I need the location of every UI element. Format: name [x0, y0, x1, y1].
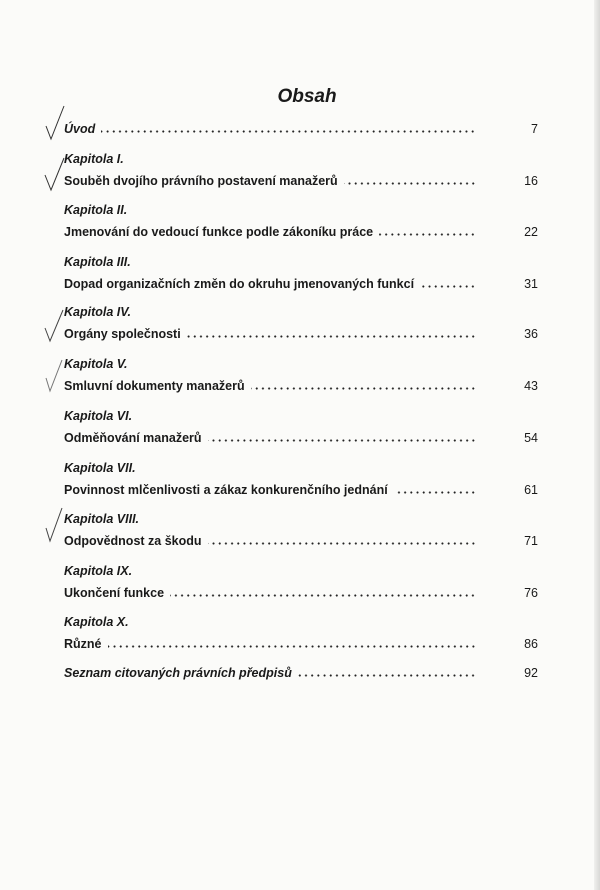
page-title: Obsah: [277, 86, 337, 107]
toc-entry-chapter: [64, 534, 538, 548]
page-number: 92: [524, 666, 538, 680]
toc-entry-chapter: [64, 174, 538, 188]
entry-title: Úvod: [64, 122, 96, 136]
dot-leader: [170, 594, 476, 597]
page-number: 36: [524, 327, 538, 341]
entry-title: Různé: [64, 637, 102, 651]
toc-entry-chapter: [64, 483, 538, 497]
toc-entry-chapter: [64, 431, 538, 445]
page-number: 86: [524, 637, 538, 651]
entry-title: Smluvní dokumenty manažerů: [64, 379, 245, 393]
page-number: 71: [524, 534, 538, 548]
page-number: 7: [531, 122, 538, 136]
dot-leader: [208, 439, 476, 442]
page-number: 31: [524, 277, 538, 291]
page-number: 43: [524, 379, 538, 393]
dot-leader: [101, 130, 476, 133]
chapter-label: Kapitola VII.: [64, 461, 136, 475]
toc-entry-chapter: [64, 225, 538, 239]
toc-entry-appendix: [64, 666, 538, 680]
page-number: 61: [524, 483, 538, 497]
handwritten-check-icon: [42, 155, 66, 193]
entry-title: Orgány společnosti: [64, 327, 181, 341]
dot-leader: [251, 387, 476, 390]
entry-title: Povinnost mlčenlivosti a zákaz konkurenčního jednání: [64, 483, 388, 497]
toc-entry-chapter: [64, 637, 538, 651]
dot-leader: [420, 285, 476, 288]
chapter-label: Kapitola I.: [64, 152, 124, 166]
chapter-label: Kapitola II.: [64, 203, 128, 217]
dot-leader: [208, 542, 476, 545]
chapter-label: Kapitola X.: [64, 615, 129, 629]
chapter-label: Kapitola VIII.: [64, 512, 140, 526]
chapter-label: Kapitola III.: [64, 255, 131, 269]
page-number: 22: [524, 225, 538, 239]
handwritten-check-icon: [44, 104, 66, 142]
page-number: 76: [524, 586, 538, 600]
toc-entry-intro: [64, 122, 538, 136]
chapter-label: Kapitola IX.: [64, 564, 133, 578]
toc-entry-chapter: [64, 327, 538, 341]
chapter-label: Kapitola VI.: [64, 409, 133, 423]
handwritten-check-icon: [44, 358, 64, 394]
chapter-label: Kapitola IV.: [64, 305, 131, 319]
entry-title: Odměňování manažerů: [64, 431, 202, 445]
entry-title: Dopad organizačních změn do okruhu jmenovaných funkcí: [64, 277, 415, 291]
dot-leader: [108, 645, 477, 648]
chapter-label: Kapitola V.: [64, 357, 128, 371]
dot-leader: [344, 182, 476, 185]
handwritten-check-icon: [44, 506, 64, 544]
dot-leader: [379, 233, 476, 236]
page-number: 54: [524, 431, 538, 445]
entry-title: Odpovědnost za škodu: [64, 534, 202, 548]
toc-entry-chapter: [64, 277, 538, 291]
entry-title: Ukončení funkce: [64, 586, 165, 600]
toc-entry-chapter: [64, 379, 538, 393]
entry-title: Souběh dvojího právního postavení manažerů: [64, 174, 338, 188]
entry-title: Seznam citovaných právních předpisů: [64, 666, 292, 680]
dot-leader: [298, 674, 476, 677]
page-number: 16: [524, 174, 538, 188]
handwritten-check-icon: [43, 308, 65, 344]
toc-entry-chapter: [64, 586, 538, 600]
entry-title: Jmenování do vedoucí funkce podle zákoníku práce: [64, 225, 374, 239]
dot-leader: [187, 335, 476, 338]
page-edge: [594, 0, 600, 890]
dot-leader: [394, 491, 476, 494]
